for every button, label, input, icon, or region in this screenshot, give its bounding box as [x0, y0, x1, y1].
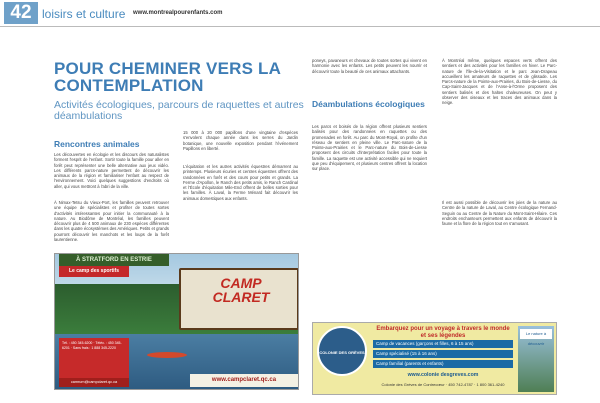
- colonie-logo-icon: COLONIE DES GRÈVES: [317, 326, 367, 376]
- logo-line2: CLARET: [212, 289, 270, 305]
- ad-item-3: Camp familial (parents et enfants): [373, 360, 513, 368]
- col2-para2: L'équitation et les autres activités équestres démarrent au printemps. Plusieurs écuries et centres équestres offrent des randonnées en forêt et des cours pour petits et grands. La Ferme d'Apollon, le Ranch des petits amis, le Ranch Cardinal et l'École d'équitation Mile-End offrent de belles sorties pour les familles. À Laval, la Ferme Ménard fait découvrir les animaux domestiques aux enfants.: [183, 164, 298, 201]
- camp-claret-logo: [211, 276, 271, 304]
- ad-item-2: Camp spécialisé (15 à 16 ans): [373, 350, 513, 358]
- ad-right-url[interactable]: www.colonie desgreves.com: [407, 372, 479, 378]
- camp-claret-ad[interactable]: [54, 253, 299, 390]
- colonie-ad[interactable]: [312, 322, 557, 395]
- ad-url[interactable]: www.campclaret.qc.ca: [190, 374, 298, 387]
- ad-phone-box: Tél. : 450 345-6200 · Téléc. : 450 345-6201 · Sans frais : 1 888 345-2220: [59, 338, 129, 378]
- header-rule: [0, 26, 600, 27]
- col2-para1: 15 000 à 20 000 papillons d'une vingtaine d'espèces s'envolent chaque année dans les serres du Jardin botanique, une nouvelle exposition pendant l'événement Papillons en liberté.: [183, 130, 298, 151]
- page-header: [0, 0, 600, 26]
- ad-org: Colonie des Grèves de Contrecœur · 450 742-4787 · 1 800 361-4240: [381, 382, 505, 387]
- ad-red-banner: Le camp des sportifs: [59, 266, 129, 277]
- col1-para2: À Nimax-Tetsu du Vieux-Port, les familles peuvent retrouver une équipe de spécialistes et profiter de toutes sortes d'activités intéressantes pour initier la communauté à la nature. Au Biodôme de Montréal, les familles peuvent découvrir plus de 4 500 animaux de 230 espèces différentes dans les quatre écosystèmes des Amériques. Petits et grands pourront découvrir les manchots et les loups de la forêt laurentienne.: [54, 200, 169, 243]
- heading-rencontres-animales: Rencontres animales: [54, 139, 140, 149]
- ad-badge: Le nature à découvrir: [520, 329, 552, 339]
- ad-email[interactable]: camrum@campclaret.qc.ca: [59, 378, 129, 387]
- col1-para1: Les découvertes en écologie et les discours des naturalistes forment l'esprit de l'enfant. Sortir toute la famille pour aller en forêt peut représenter une belle alternative aux jeux vidéo. Les différents parcs-nature permettent de découvrir les animaux de la région et familiariser l'enfant au respect de l'environnement. Voici quelques suggestions d'endroits où aller, qui vous mettront à l'abri de la ville.: [54, 152, 169, 189]
- section-label: loisirs et culture: [42, 7, 126, 21]
- article-subtitle: Activités écologiques, parcours de raquettes et autres déambulations: [54, 99, 304, 122]
- col3-para1: poneys, pavaneurs et chevaux de toutes sortes qui vivent en harmonie avec les enfants. Les petits peuvent les nourrir et découvrir toute la beauté de ces animaux attachants.: [312, 58, 427, 74]
- page-number: 42: [4, 2, 38, 24]
- site-url[interactable]: www.montrealpourenfants.com: [133, 10, 223, 16]
- heading-deambulations: Déambulations écologiques: [312, 99, 425, 109]
- col4-para2: Il est aussi possible de découvrir les joies de la nature au Centre de la nature de Laval, au Centre écologique Fernand-Seguin ou au Centre de la Nature du Mont-Saint-Hilaire. Ces endroits enchanteurs permettent aux enfants de découvrir la faune et la flore de la région tout en s'amusant.: [442, 200, 557, 227]
- ad-headline: Embarquez pour un voyage à travers le monde et ses légendes: [376, 326, 510, 339]
- logo-line1: CAMP: [220, 275, 262, 291]
- col4-para1: À Montréal même, quelques espaces verts offrent des sentiers et des activités pour les familles en hiver. Le Parc-nature de l'Île-de-la-Visitation et le parc Jean-Drapeau accueillent les amateurs de raquettes et de glissade. Les Parcs-nature de la Pointe-aux-Prairies, du Bois-de-Liesse, du Cap-Saint-Jacques et de l'Anse-à-l'Orme proposent des sentiers balisés et des haltes chaleureuses. On peut y observer des oiseaux et les traces des animaux dans la neige.: [442, 58, 557, 106]
- col3-para2: Les parcs et boisés de la région offrent plusieurs sentiers balisés pour des randonnées en raquettes ou des promenades en forêt. Au parc du Mont-Royal, on profite d'un réseau de sentiers en pleine ville. Le Parc-nature de la Pointe-aux-Prairies et le Parc-nature du Bois-de-Liesse proposent des circuits d'interprétation faciles pour toute la famille. La raquette est une activité accessible qui ne requiert que peu d'équipement, et plusieurs centres offrent la location sur place.: [312, 124, 427, 172]
- canoe-icon: [147, 352, 187, 358]
- ad-top-banner: À STRATFORD EN ESTRIE: [59, 254, 169, 266]
- article-title: POUR CHEMINER VERS LA CONTEMPLATION: [54, 59, 281, 95]
- ad-item-1: Camp de vacances (garçons et filles, 6 à 15 ans): [373, 340, 513, 348]
- camp-claret-sign: [179, 268, 299, 330]
